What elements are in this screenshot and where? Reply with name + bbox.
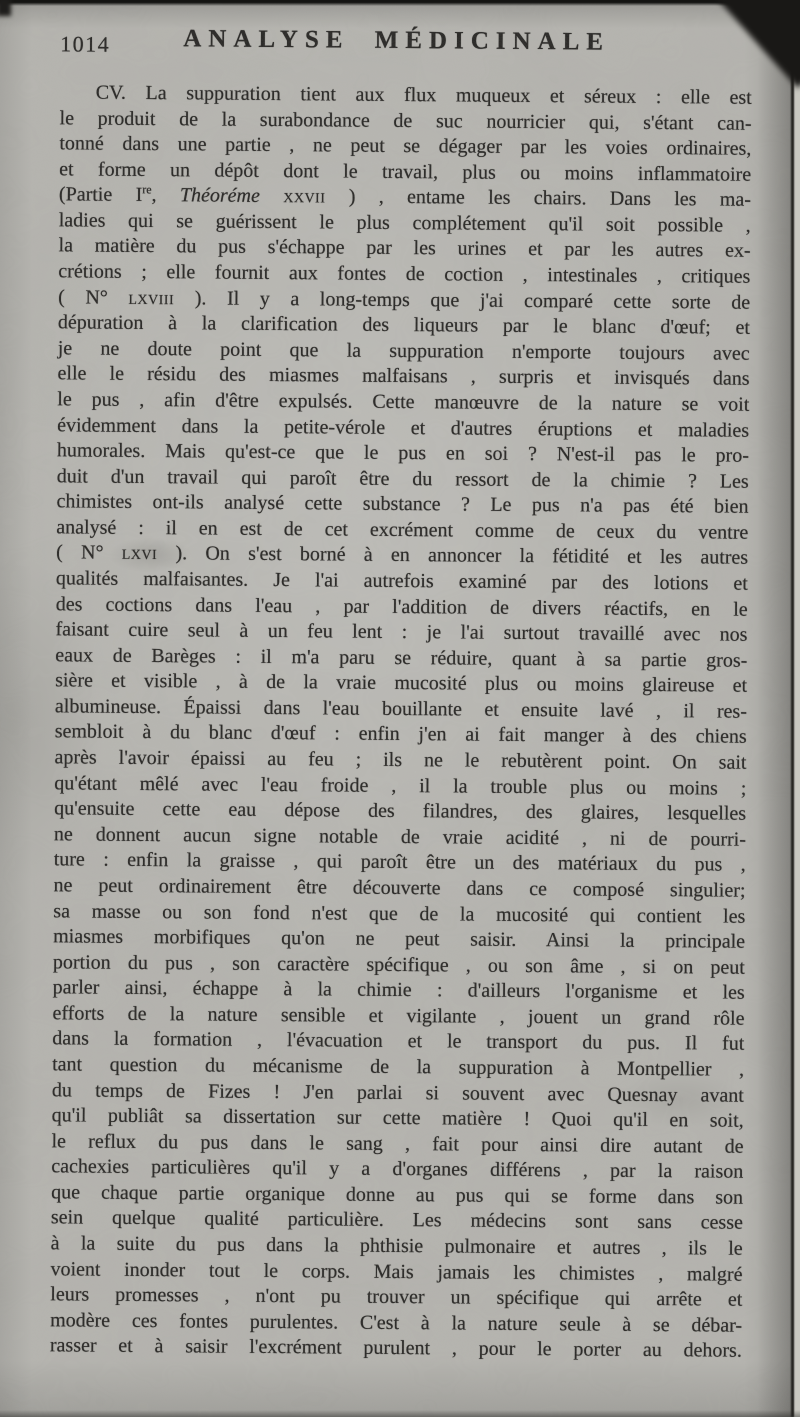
text-line: tant question du mécanisme de la suppuration à Montpellier , [52, 1053, 745, 1081]
text-line: cachexies particulières qu'il y a d'organes différens , par la raison [51, 1155, 744, 1183]
text-line: qu'il publiât sa dissertation sur cette matière ! Quoi qu'il en soit, [51, 1104, 744, 1132]
text-line: le reflux du pus dans le sang , fait pour ainsi dire autant de [51, 1129, 744, 1158]
text-line: voient inonder tout le corps. Mais jamais les chimistes , malgré [50, 1257, 743, 1286]
text-line: la matière du pus s'échappe par les urines et par les autres ex- [58, 234, 751, 263]
text-line: CV. La suppuration tient aux flux muqueux et séreux : elle est [95, 81, 752, 109]
text-line: sembloit à du blanc d'œuf : enfin j'en ai fait manger à des chiens [54, 720, 747, 749]
text-line: faisant cuire seul à un feu lent : je l'ai surtout travaillé avec nos [55, 618, 748, 646]
text-line: je ne doute point que la suppuration n'emporte toujours avec [57, 337, 750, 365]
text-line: efforts de la nature sensible et vigilante , jouent un grand rôle [52, 1002, 745, 1030]
page-number: 1014 [60, 31, 111, 57]
text-line: qu'ensuite cette eau dépose des filandres, des glaires, lesquelles [54, 797, 747, 825]
text-line: que chaque partie organique donne au pus qui se forme dans son [51, 1181, 744, 1209]
text-line: évidemment dans la petite-vérole et d'autres éruptions et maladies [57, 413, 750, 442]
text-line: eaux de Barèges : il m'a paru se réduire, quant à sa partie gros- [55, 644, 748, 672]
text-line: dans la formation , l'évacuation et le transport du pus. Il fut [52, 1027, 745, 1056]
text-line: qualités malfaisantes. Je l'ai autrefois examiné par des lotions et [55, 567, 749, 595]
body-text [50, 80, 752, 1364]
text-line: des coctions dans l'eau , par l'addition de divers réactifs, en le [55, 592, 748, 621]
text-line: chimistes ont-ils analysé cette substance ? Le pus n'a pas été bien [56, 490, 749, 518]
text-line: duit d'un travail qui paroît être du ressort de la chimie ? Les [56, 464, 749, 493]
text-line: leurs promesses , n'ont pu trouver un spécifique qui arrête et [50, 1283, 743, 1311]
text-line: le produit de la surabondance de suc nourricier qui, s'étant can- [59, 106, 752, 135]
scan-page-edge-line [791, 0, 794, 1417]
text-line: humorales. Mais qu'est-ce que le pus en soi ? N'est-il pas le pro- [56, 439, 750, 467]
text-line: miasmes morbifiques qu'on ne peut saisir. Ainsi la principale [53, 925, 746, 953]
text-line: ( N° lxvi ). On s'est borné à en annoncer la fétidité et les autres [56, 541, 749, 570]
text-line: sière et visible , à de la vraie mucosité plus ou moins glaireuse et [55, 669, 748, 698]
text-line: et forme un dépôt dont le travail, plus ou moins inflammatoire [59, 158, 752, 186]
text-line: le pus , afin d'être expulsés. Cette manœuvre de la nature se voit [57, 388, 750, 416]
scan-edge-bottom [0, 1410, 800, 1417]
text-line: sein quelque qualité particulière. Les médecins sont sans cesse [50, 1206, 743, 1235]
text-line: ( N° lxviii ). Il y a long-temps que j'ai comparé cette sorte de [58, 285, 751, 314]
scan-corner-top-left [0, 0, 11, 16]
text-line: à la suite du pus dans la phthisie pulmonaire et autres , ils le [50, 1232, 743, 1260]
text-line: après l'avoir épaissi au feu ; ils ne le rebutèrent point. On sait [54, 746, 747, 774]
text-line: albumineuse. Épaissi dans l'eau bouillante et ensuite lavé , il res- [54, 695, 748, 723]
text-line: rasser et à saisir l'excrément purulent , pour le porter au dehors. [49, 1334, 742, 1363]
text-line: du temps de Fizes ! J'en parlai si souvent avec Quesnay avant [51, 1078, 744, 1107]
text-line: ne donnent aucun signe notable de vraie acidité , ni de pourri- [53, 823, 747, 851]
text-line: analysé : il en est de cet excrément comme de ceux du ventre [56, 516, 749, 544]
text-line: qu'étant mêlé avec l'eau froide , il la trouble plus ou moins ; [54, 771, 747, 800]
scan-shadow-right [757, 0, 793, 1417]
running-title: ANALYSE MÉDICINALE [183, 25, 611, 56]
text-line: tonné dans une partie , ne peut se dégager par les voies ordinaires, [59, 132, 752, 160]
text-line: parler ainsi, échappe à la chimie : d'ailleurs l'organisme et les [52, 976, 745, 1004]
text-line: ture : enfin la graisse , qui paroît être un des matériaux du pus , [53, 848, 746, 877]
text-line: modère ces fontes purulentes. C'est à la nature seule à se débar- [50, 1309, 743, 1337]
text-line: crétions ; elle fournit aux fontes de coction , intestinales , critiques [58, 260, 751, 288]
text-line: ladies qui se guérissent le plus complétement qu'il soit possible , [58, 209, 751, 237]
text-line: ne peut ordinairement être découverte dans ce composé singulier; [53, 874, 746, 902]
scan-edge-top [0, 0, 800, 6]
text-line: (Partie Ire, Théoréme xxvii ) , entame les chairs. Dans les ma- [58, 182, 752, 212]
text-line: elle le résidu des miasmes malfaisans , surpris et invisqués dans [57, 362, 750, 391]
text-line: dépuration à la clarification des liqueurs par le blanc d'œuf; et [57, 311, 751, 339]
scan-edge-right-paper [794, 0, 800, 1417]
text-line: sa masse ou son fond n'est que de la mucosité qui contient les [53, 899, 746, 928]
text-line: portion du pus , son caractère spécifique , ou son âme , si on peut [52, 950, 745, 979]
